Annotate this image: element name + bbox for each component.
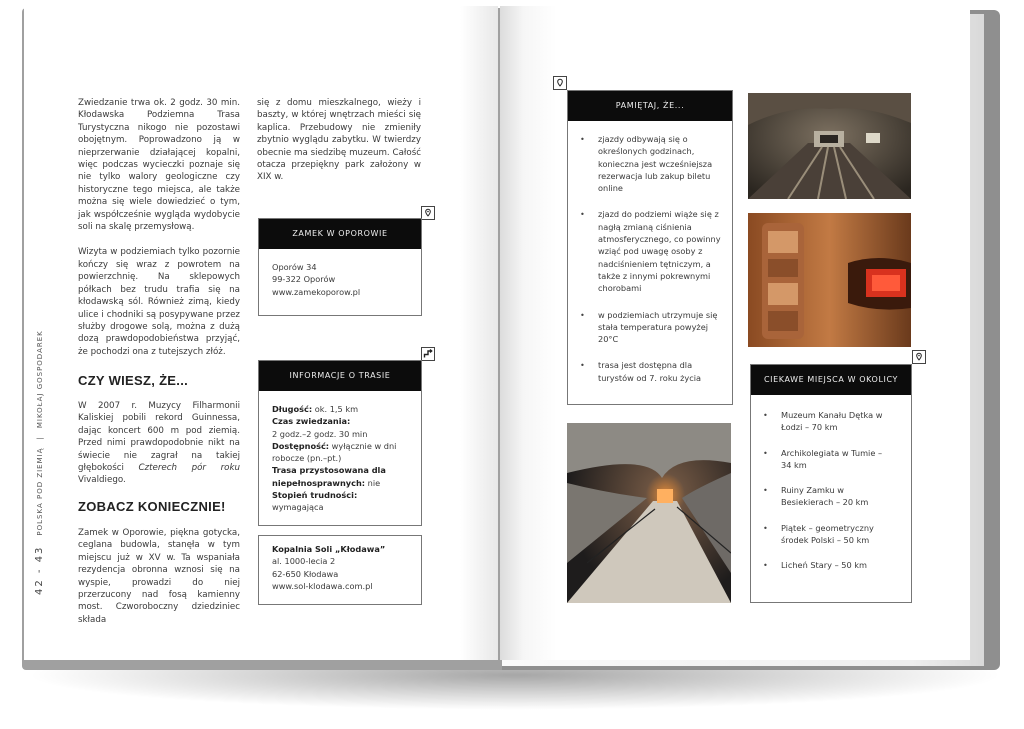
photo-salt-corridor	[567, 423, 731, 603]
dlugosc-row	[272, 403, 411, 415]
pamietaj-list	[568, 121, 732, 384]
czas-label: Czas zwiedzania:	[272, 416, 351, 427]
czas-value: 2 godz.–2 godz. 30 min	[272, 428, 368, 439]
okolice-box-title: CIEKAWE MIEJSCA W OKOLICY	[751, 365, 911, 395]
photo-mine-tunnel-rails	[748, 93, 911, 199]
dlugosc-value: ok. 1,5 km	[312, 404, 359, 414]
okolice-item-4: • Piątek – geometryczny środek Polski – 50 km	[751, 522, 895, 547]
intro-column	[78, 97, 240, 371]
okolice-item-1: • Muzeum Kanału Dętka w Łodzi – 70 km	[751, 409, 895, 434]
dostepnosc-label: Dostępność:	[272, 440, 330, 451]
czy-wiesz-text	[78, 400, 240, 487]
zamek-postal-line: 99-322 Oporów	[272, 274, 336, 285]
stopien-value: wymagająca	[272, 502, 324, 513]
running-separator: |	[36, 436, 44, 440]
info-marker-icon	[553, 76, 567, 90]
pamietaj-item-2: • zjazd do podziemi wiąże się z nagłą zmianą ciśnienia atmosferycznego, co powinny wziąć pod uwagę osoby z nadciśnieniem tętniczym, a także z innymi pokrewnymi chorobami	[568, 208, 724, 294]
zamek-address-line: Oporów 34	[272, 262, 317, 272]
zamek-info-box	[258, 218, 422, 316]
dlugosc-label: Długość:	[272, 404, 313, 414]
czy-wiesz-italic-title: Czterech pór roku	[138, 463, 240, 474]
intro-paragraph-2: Wizyta w podziemiach tylko pozornie kończy się wraz z powrotem na powierzchnię. Na sklepowych półkach bez trudu trafia się na kłodawską sól. Również zimą, kiedy ulice i chodniki są posypywane przez służby drogowe solą, można z dużą dozą prawdopodobieństwa przyjąć, że pochodzi ona z tutejszych złóż.	[78, 247, 240, 357]
page-numbers: 42 - 43	[34, 545, 45, 595]
okolice-box	[750, 364, 912, 603]
pamietaj-box	[567, 90, 733, 405]
pamietaj-item-4: • trasa jest dostępna dla turystów od 7. roku życia	[568, 359, 724, 384]
running-title: POLSKA POD ZIEMIĄ	[36, 447, 44, 536]
map-pin-icon	[421, 206, 435, 220]
okolice-item-2: • Archikolegiata w Tumie – 34 km	[751, 447, 895, 472]
author-name: MIKOŁAJ GOSPODAREK	[36, 330, 44, 429]
map-pin-icon-2	[912, 350, 926, 364]
trasa-info-box	[258, 360, 422, 526]
okolice-item-5: • Licheń Stary – 50 km	[751, 559, 895, 571]
pamietaj-box-title: PAMIĘTAJ, ŻE...	[568, 91, 732, 121]
continuation-column: się z domu mieszkalnego, wieży i baszty, w której wnętrzach mieści się kaplica. Przebudowy nie zmieniły zbytnio wyglądu zabytku. W twierdzy obecnie ma siedzibę muzeum. Całość otacza przepiękny park założony w XIX w.	[257, 98, 421, 183]
intro-paragraph-1: Zwiedzanie trwa ok. 2 godz. 30 min. Kłodawska Podziemna Trasa Turystyczna nikogo nie pozostawi obojętnym. Poprowadzono ją w nieprzerwanie działającej kopalni, więc podczas wycieczki poznaje się nie tylko walory geologiczne czy historyczne tego miejsca, ale także można się wiele dowiedzieć o tym, jak współcześnie wygląda wydobycie soli na skalę przemysłową.	[78, 98, 240, 233]
przystosowana-value: nie	[365, 477, 381, 488]
dostepnosc-value: wyłącznie w dni robocze (pn.–pt.)	[272, 440, 397, 464]
zamek-website-link[interactable]: www.zamekoporow.pl	[272, 286, 361, 297]
przystosowana-label: Trasa przystosowana dla niepełnosprawnych:	[272, 465, 386, 488]
czy-wiesz-text-end: Vivaldiego.	[78, 475, 126, 486]
photo-salt-carving	[748, 213, 911, 347]
kopalnia-postal-line: 62-650 Kłodawa	[272, 568, 339, 579]
okolice-item-3: • Ruiny Zamku w Besiekierach – 20 km	[751, 484, 895, 509]
dostepnosc-row	[272, 440, 411, 465]
zamek-box-title: ZAMEK W OPOROWIE	[259, 219, 421, 249]
kopalnia-website-link[interactable]: www.sol-klodawa.com.pl	[272, 580, 373, 591]
kopalnia-title: Kopalnia Soli „Kłodawa”	[272, 544, 386, 554]
okolice-list	[751, 395, 911, 572]
przystosowana-row	[272, 464, 411, 489]
kopalnia-info-box	[258, 535, 422, 605]
czy-wiesz-text-start: W 2007 r. Muzycy Filharmonii Kaliskiej pobili rekord Guinnessa, dając koncert 600 m pod ziemią. Przed nimi prawdopodobnie nikt na świecie nie zagrał na takiej głębokości	[78, 401, 240, 474]
zobacz-text: Zamek w Oporowie, piękna gotycka, ceglana budowla, stanęła w tym miejscu już w XV w. Ta wspaniała rezydencja obronna wznosi się na wyspie, prowadzi do niej przerzucony nad fosą kamienny most. Czworoboczny dziedziniec składa	[78, 528, 240, 625]
pamietaj-item-1: • zjazdy odbywają się o określonych godzinach, konieczna jest wcześniejsza rezerwacja lub zakup biletu online	[568, 133, 724, 194]
stopien-label: Stopień trudności:	[272, 490, 358, 501]
running-header	[34, 330, 45, 595]
kopalnia-address-line: al. 1000-lecia 2	[272, 556, 336, 567]
heading-zobacz-koniecznie: ZOBACZ KONIECZNIE!	[78, 499, 226, 514]
pamietaj-item-3: • w podziemiach utrzymuje się stała temperatura powyżej 20°C	[568, 309, 724, 346]
route-icon	[421, 347, 435, 361]
heading-czy-wiesz: CZY WIESZ, ŻE...	[78, 373, 189, 388]
trasa-box-title: INFORMACJE O TRASIE	[259, 361, 421, 391]
